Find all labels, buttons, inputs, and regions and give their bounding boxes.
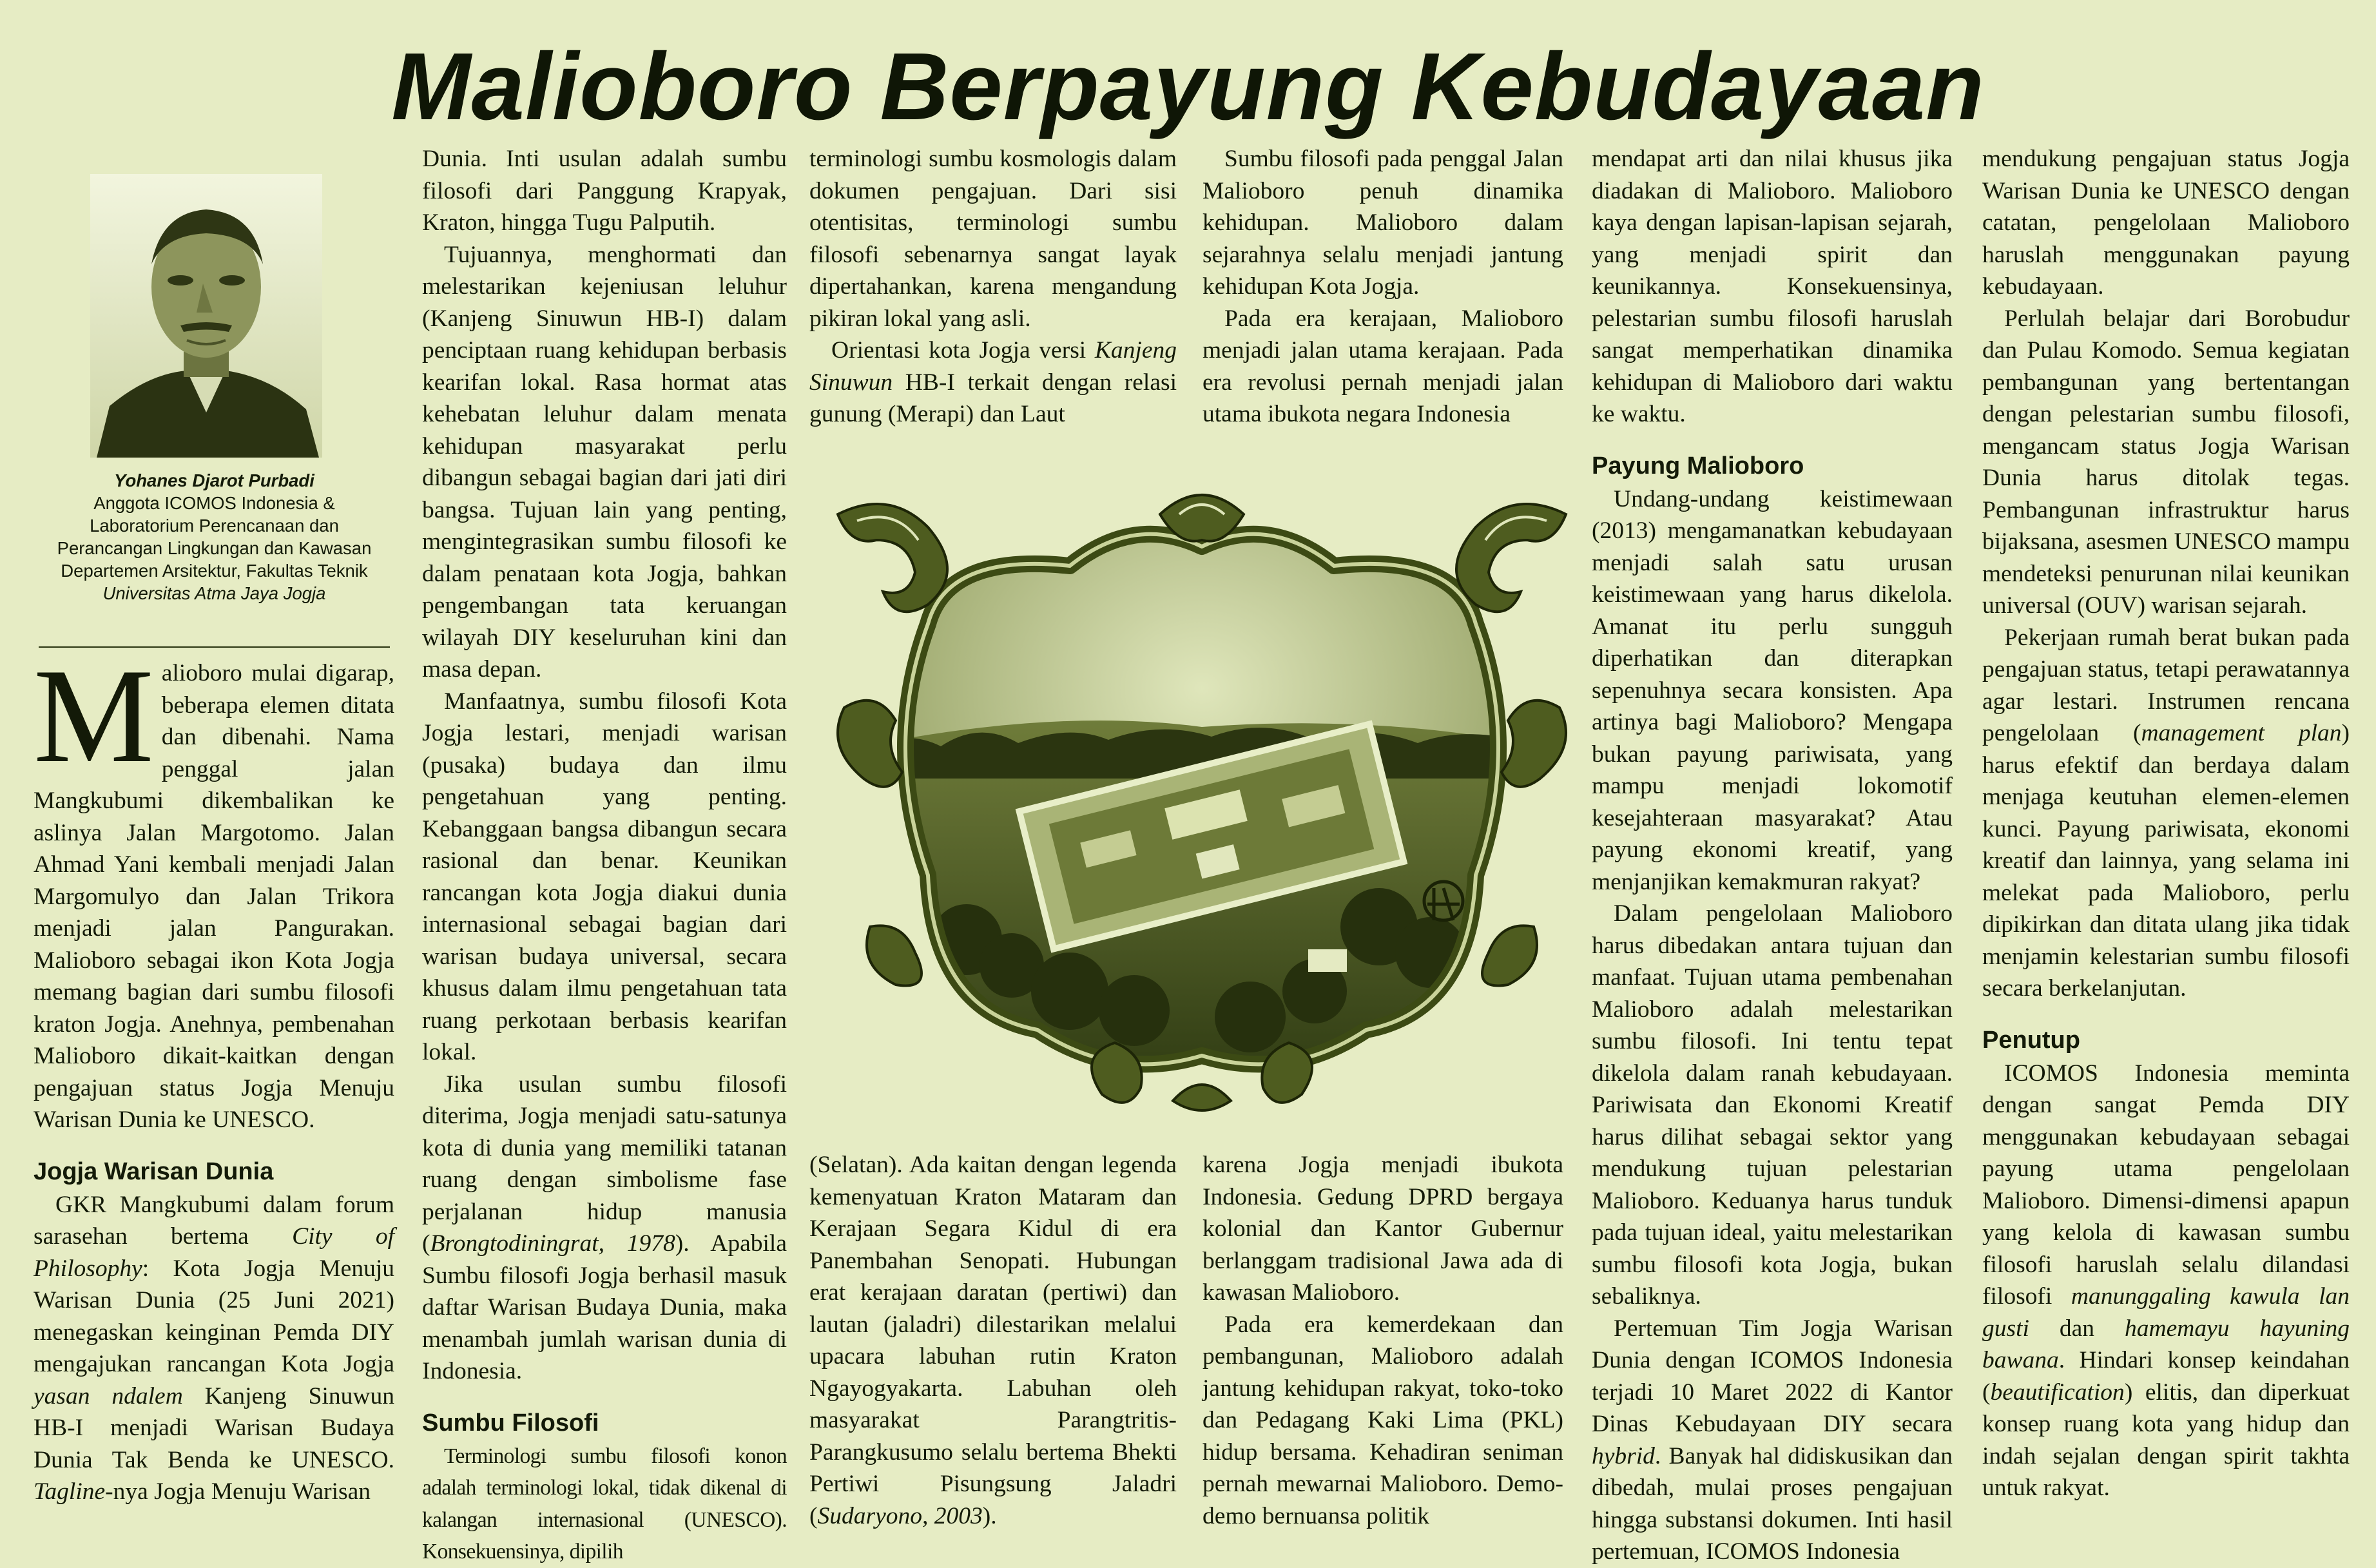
author-caption [39,469,390,605]
paragraph: Dalam pengelolaan Malioboro harus dibedakan antara tujuan dan manfaat. Tujuan utama pembenahan Malioboro adalah melestarikan sumbu filosofi. Ini tentu tepat dikelola dalam ranah kebudayaan. Pariwisata dan Ekonomi Kreatif harus dilihat sebagai sektor yang mendukung tujuan pelestarian Malioboro. Keduanya harus tunduk pada tujuan ideal, yaitu melestarikan sumbu filosofi kota Jogja, bukan sebaliknya. [1592,900,1953,1310]
column-3-top [809,143,1177,431]
author-portrait [90,174,322,458]
paragraph: Sumbu filosofi pada penggal Jalan Malioboro penuh dinamika kehidupan. Malioboro dalam sejarahnya selalu menjadi jantung kehidupan Kota Jogja. [1202,146,1563,300]
paragraph: karena Jogja menjadi ibukota Indonesia. Gedung DPRD bergaya kolonial dan Kantor Gubernur berlanggam tradisional Jawa ada di kawasan Malioboro. [1202,1152,1563,1306]
column-1 [34,641,394,1508]
author-affiliation-2: Laboratorium Perencanaan dan [90,516,339,536]
paragraph: ICOMOS Indonesia meminta dengan sangat Pemda DIY menggunakan kebudayaan sebagai payung utama pengelolaan Malioboro. Dimensi-dimensi apapun yang kelola di kawasan sumbu filosofi haruslah selalu dilandasi filosofi manunggaling kawula lan gusti dan hamemayu hayuning bawana. Hindari konsep keindahan (beautification) elitis, dan diperkuat konsep ruang kota yang hidup dan indah sejalan dengan spirit takhta untuk rakyat. [1982,1060,2350,1501]
paragraph: mendapat arti dan nilai khusus jika diadakan di Malioboro. Malioboro kaya dengan lapisan-lapisan sejarah, yang menjadi spirit dan keunikannya. Konsekuensinya, pelestarian sumbu filosofi haruslah sangat memperhatikan dinamika kehidupan di Malioboro dari waktu ke waktu. [1592,146,1953,427]
paragraph: Jika usulan sumbu filosofi diterima, Jogja menjadi satu-satunya kota di dunia yang memiliki tatanan ruang dengan simbolisme fase perjalanan hidup manusia (Brongtodiningrat, 1978). Apabila Sumbu filosofi Jogja berhasil masuk daftar Warisan Budaya Dunia, maka menambah jumlah warisan dunia di Indonesia. [422,1070,787,1384]
author-name: Yohanes Djarot Purbadi [114,470,314,490]
paragraph: Tujuannya, menghormati dan melestarikan kejeniusan leluhur (Kanjeng Sinuwun HB-I) dalam penciptaan ruang kehidupan berbasis kearifan lokal. Rasa hormat atas kehebatan leluhur dalam menata kehidupan masyarakat perlu dibangun sebagai bagian dari jati diri bangsa. Tujuan lain yang penting, mengintegrasikan sumbu filosofi ke dalam penataan kota Jogja, bahkan pengembangan tata keruangan wilayah DIY keseluruhan kini dan masa depan. [422,241,787,682]
paragraph: Dunia. Inti usulan adalah sumbu filosofi dari Panggung Krapyak, Kraton, hingga Tugu Palputih. [422,146,787,236]
column-6 [1982,143,2350,1504]
headline: Malioboro Berpayung Kebudayaan [391,34,1985,140]
paragraph: GKR Mangkubumi dalam forum sarasehan bertema City of Philosophy: Kota Jogja Menuju Warisan Dunia (25 Juni 2021) menegaskan keinginan Pemda DIY mengajukan rancangan Kota Jogja yasan ndalem Kanjeng Sinuwun HB-I menjadi Warisan Budaya Dunia Tak Benda ke UNESCO. Tagline-nya Jogja Menuju Warisan [34,1191,394,1505]
paragraph: Orientasi kota Jogja versi Kanjeng Sinuwun HB-I terkait dengan relasi gunung (Merapi) dan Laut [809,337,1177,427]
column-4-bottom [1202,1149,1563,1532]
paragraph: Undang-undang keistimewaan (2013) mengamanatkan kebudayaan menjadi salah satu urusan keistimewaan yang harus dikelola. Amanat itu perlu sungguh diperhatikan dan diterapkan sepenuhnya secara konsisten. Apa artinya bagi Malioboro? Mengapa bukan payung pariwisata, yang mampu menjadi lokomotif kesejahteraan masyarakat? Atau payung ekonomi kreatif, yang menjanjikan kemakmuran rakyat? [1592,485,1953,895]
column-4-top [1202,143,1563,431]
paragraph: Pekerjaan rumah berat bukan pada pengajuan status, tetapi perawatannya agar lestari. Instrumen rencana pengelolaan (management plan) harus efektif dan berdaya dalam menjaga keutuhan elemen-elemen kunci. Payung pariwisata, ekonomi kreatif dan lainnya, yang selama ini melekat pada Malioboro, perlu dipikirkan dan ditata ulang jika tidak menjamin kelestarian sumbu filosofi secara berkelanjutan. [1982,624,2350,1002]
subheading-penutup: Penutup [1982,1026,2080,1054]
paragraph: Manfaatnya, sumbu filosofi Kota Jogja lestari, menjadi warisan (pusaka) budaya dan ilmu pengetahuan yang penting. Kebanggaan bangsa dibangun secara rasional dan benar. Keunikan rancangan kota Jogja diakui dunia internasional sebagai bagian dari warisan budaya universal, secara khusus dalam ilmu pengetahuan tata ruang perkotaan berbasis kearifan lokal. [422,688,787,1065]
lead-paragraph: Malioboro mulai digarap, beberapa elemen ditata dan dibenahi. Nama penggal jalan Mangkubumi dikembalikan ke aslinya Jalan Margotomo. Jalan Ahmad Yani kembali menjadi Jalan Margomulyo dan Jalan Trikora menjadi jalan Pangurakan. Malioboro sebagai ikon Kota Jogja memang bagian dari sumbu filosofi kraton Jogja. Anehnya, pembenahan Malioboro dikait-kaitkan dengan pengajuan status Jogja Menuju Warisan Dunia ke UNESCO. [34,641,394,1133]
column-5 [1592,143,1953,1568]
subheading-jogja-warisan-dunia: Jogja Warisan Dunia [34,1157,274,1185]
subheading-payung-malioboro: Payung Malioboro [1592,452,1804,479]
paragraph: (Selatan). Ada kaitan dengan legenda kemenyatuan Kraton Mataram dan Kerajaan Segara Kidul di era Panembahan Senopati. Hubungan erat kerajaan daratan (pertiwi) dan lautan (jaladri) dilestarikan melalui upacara labuhan rutin Kraton Ngayogyakarta. Labuhan oleh masyarakat Parangtritis-Parangkusumo selalu bertema Bhekti Pertiwi Pisungsung Jaladri (Sudaryono, 2003). [809,1152,1177,1529]
column-3-bottom [809,1149,1177,1532]
paragraph: Pada era kerajaan, Malioboro menjadi jalan utama kerajaan. Pada era revolusi pernah menjadi jalan utama ibukota negara Indonesia [1202,305,1563,427]
author-affiliation-3: Perancangan Lingkungan dan Kawasan [57,538,372,558]
paragraph: terminologi sumbu kosmologis dalam dokumen pengajuan. Dari sisi otentisitas, terminologi sumbu filosofi sebenarnya sangat layak dipertahankan, karena mengandung pikiran lokal yang asli. [809,146,1177,332]
author-affiliation-5: Universitas Atma Jaya Jogja [102,583,326,603]
paragraph: Pertemuan Tim Jogja Warisan Dunia dengan ICOMOS Indonesia terjadi 10 Maret 2022 di Kantor Dinas Kebudayaan DIY secara hybrid. Banyak hal didiskusikan dan dibedah, mulai proses pengajuan hingga substansi dokumen. Inti hasil pertemuan, ICOMOS Indonesia [1592,1315,1953,1565]
subheading-sumbu-filosofi: Sumbu Filosofi [422,1409,599,1437]
author-affiliation-1: Anggota ICOMOS Indonesia & [93,493,335,513]
drop-cap: M [34,641,154,791]
author-affiliation-4: Departemen Arsitektur, Fakultas Teknik [61,561,368,581]
paragraph: Terminologi sumbu filosofi konon adalah terminologi lokal, tidak dikenal di kalangan internasional (UNESCO). Konsekuensinya, dipilih [422,1444,787,1563]
kraton-illustration [799,476,1605,1120]
paragraph: Pada era kemerdekaan dan pembangunan, Malioboro adalah jantung kehidupan rakyat, toko-toko dan Pedagang Kaki Lima (PKL) hidup bersama. Kehadiran seniman pernah mewarnai Malioboro. Demo-demo bernuansa politik [1202,1311,1563,1529]
paragraph: Perlulah belajar dari Borobudur dan Pulau Komodo. Semua kegiatan pembangunan yang bertentangan dengan pelestarian sumbu filosofi, mengancam status Jogja Warisan Dunia harus ditolak tegas. Pembangunan infrastruktur harus bijaksana, asesmen UNESCO mampu mendeteksi penurunan nilai keunikan universal (OUV) warisan sejarah. [1982,305,2350,619]
paragraph: mendukung pengajuan status Jogja Warisan Dunia ke UNESCO dengan catatan, pengelolaan Malioboro haruslah menggunakan payung kebudayaan. [1982,146,2350,300]
column-2 [422,143,787,1568]
